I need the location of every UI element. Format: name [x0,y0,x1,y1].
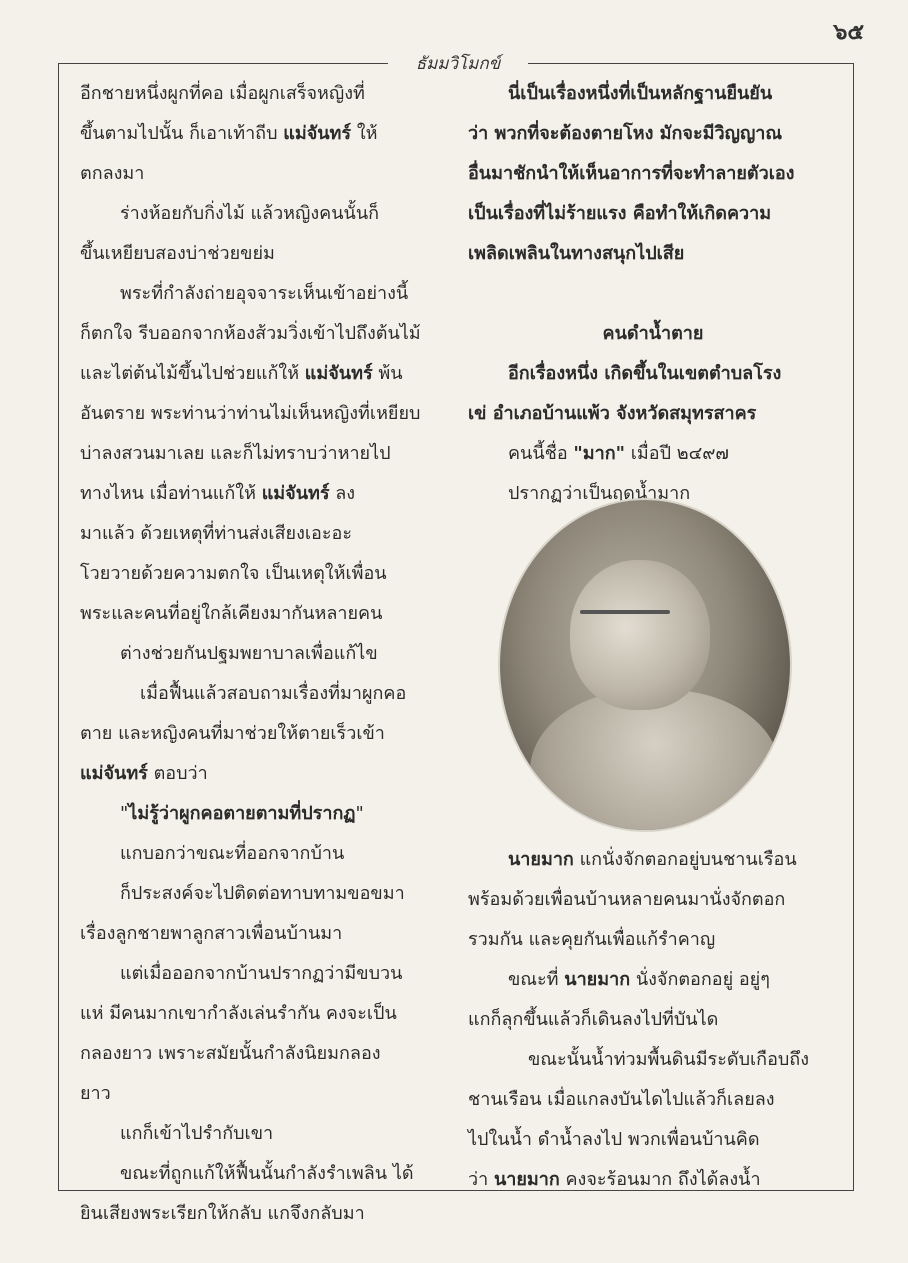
left_column-line: อีกชายหนึ่งผูกที่คอ เมื่อผูกเสร็จหญิงที่ [80,83,365,104]
right_bottom-line: แกก็ลุกขึ้นแล้วก็เดินลงไปที่บันได [468,1009,719,1030]
left_column-line: ร่างห้อยกับกิ่งไม้ แล้วหญิงคนนั้นก็ [120,203,380,224]
left_column-line: แกบอกว่าขณะที่ออกจากบ้าน [120,843,345,864]
left_column-line: แม่จันทร์ ตอบว่า [80,763,208,784]
left_column-line: ขึ้นตามไปนั้น ก็เอาเท้าถีบ แม่จันทร์ ให้ [80,123,378,144]
left_column-line: แกก็เข้าไปรำกับเขา [120,1123,274,1144]
right-column-top [468,74,838,514]
left_column-line: ตาย และหญิงคนที่มาช่วยให้ตายเร็วเข้า [80,723,385,744]
left_column-line: อันตราย พระท่านว่าท่านไม่เห็นหญิงที่เหยียบ [80,403,421,424]
left_column-line: บ่าลงสวนมาเลย และก็ไม่ทราบว่าหายไป [80,443,391,464]
left_column-line: ก็ประสงค์จะไปติดต่อทาบทามขอขมา [120,883,405,904]
left_column-line: แห่ มีคนมากเขากำลังเล่นรำกัน คงจะเป็น [80,1003,397,1024]
right_top-line: อื่นมาชักนำให้เห็นอาการที่จะทำลายตัวเอง [468,163,795,184]
left_column-line: ทางไหน เมื่อท่านแก้ให้ แม่จันทร์ ลง [80,483,356,504]
right_top-line: เพลิดเพลินในทางสนุกไปเสีย [468,243,685,264]
left_column-line: พระและคนที่อยู่ใกล้เคียงมากันหลายคน [80,603,383,624]
left_column-line: พระที่กำลังถ่ายอุจจาระเห็นเข้าอย่างนี้ [120,283,409,304]
left_column-line: มาแล้ว ด้วยเหตุที่ท่านส่งเสียงเอะอะ [80,523,352,544]
right_bottom-line: พร้อมด้วยเพื่อนบ้านหลายคนมานั่งจักตอก [468,889,786,910]
left_column-line: กลองยาว เพราะสมัยนั้นกำลังนิยมกลอง [80,1043,381,1064]
left_column-line: และไต่ต้นไม้ขึ้นไปช่วยแก้ให้ แม่จันทร์ พ้น [80,363,403,384]
left_column-line: ยาว [80,1083,111,1104]
photo-body [530,690,780,830]
portrait-photo [500,500,790,830]
left_column-line: เรื่องลูกชายพาลูกสาวเพื่อนบ้านมา [80,923,343,944]
left_column-line: ต่างช่วยกันปฐมพยาบาลเพื่อแก้ไข [120,643,378,664]
left_column-line: โวยวายด้วยความตกใจ เป็นเหตุให้เพื่อน [80,563,387,584]
left_column-line: แต่เมื่อออกจากบ้านปรากฏว่ามีขบวน [120,963,403,984]
right_bottom-line: ไปในน้ำ ดำน้ำลงไป พวกเพื่อนบ้านคิด [468,1129,760,1150]
right_top-line: คนดำน้ำตาย [602,323,704,344]
left_column-line: ตกลงมา [80,163,145,184]
right_top-line: คนนี้ชื่อ "มาก" เมื่อปี ๒๔๙๗ [508,443,729,464]
right_bottom-line: ขณะนั้นน้ำท่วมพื้นดินมีระดับเกือบถึง [528,1049,809,1070]
left_column-line: เมื่อฟื้นแล้วสอบถามเรื่องที่มาผูกคอ [140,683,407,704]
page-number: ๖๕ [833,20,864,45]
left_column-line: ขณะที่ถูกแก้ให้ฟื้นนั้นกำลังรำเพลิน ได้ [120,1163,414,1184]
right_top-line [468,274,838,314]
right_top-line: นี่เป็นเรื่องหนึ่งที่เป็นหลักฐานยืนยัน [508,83,773,104]
right_top-line: ว่า พวกที่จะต้องตายโหง มักจะมีวิญญาณ [468,123,783,144]
right_bottom-line: นายมาก แกนั่งจักตอกอยู่บนชานเรือน [508,849,797,870]
right_top-line: เข่ อำเภอบ้านแพ้ว จังหวัดสมุทรสาคร [468,403,757,424]
right-column-bottom [468,840,838,1200]
left_column-line: "ไม่รู้ว่าผูกคอตายตามที่ปรากฏ" [120,803,364,824]
right_bottom-line: รวมกัน และคุยกันเพื่อแก้รำคาญ [468,929,716,950]
right_bottom-line: ว่า นายมาก คงจะร้อนมาก ถึงได้ลงน้ำ [468,1169,761,1190]
photo-glasses [580,610,670,614]
left_column-line: ก็ตกใจ รีบออกจากห้องส้วมวิ่งเข้าไปถึงต้นไม้ [80,323,421,344]
header-title: ธัมมวิโมกข์ [415,54,501,74]
right_top-line: ปรากฏว่าเป็นฤดูน้ำมาก [508,483,691,504]
right_bottom-line: ชานเรือน เมื่อแกลงบันไดไปแล้วก็เลยลง [468,1089,775,1110]
right_top-line: อีกเรื่องหนึ่ง เกิดขึ้นในเขตตำบลโรง [508,363,782,384]
left_column-line: ยินเสียงพระเรียกให้กลับ แกจึงกลับมา [80,1203,365,1224]
photo-head [570,560,710,710]
left_column-line: ขึ้นเหยียบสองบ่าช่วยขย่ม [80,243,275,264]
right_bottom-line: ขณะที่ นายมาก นั่งจักตอกอยู่ อยู่ๆ [508,969,770,990]
left-column [80,74,455,1234]
right_top-line: เป็นเรื่องที่ไม่ร้ายแรง คือทำให้เกิดความ [468,203,772,224]
